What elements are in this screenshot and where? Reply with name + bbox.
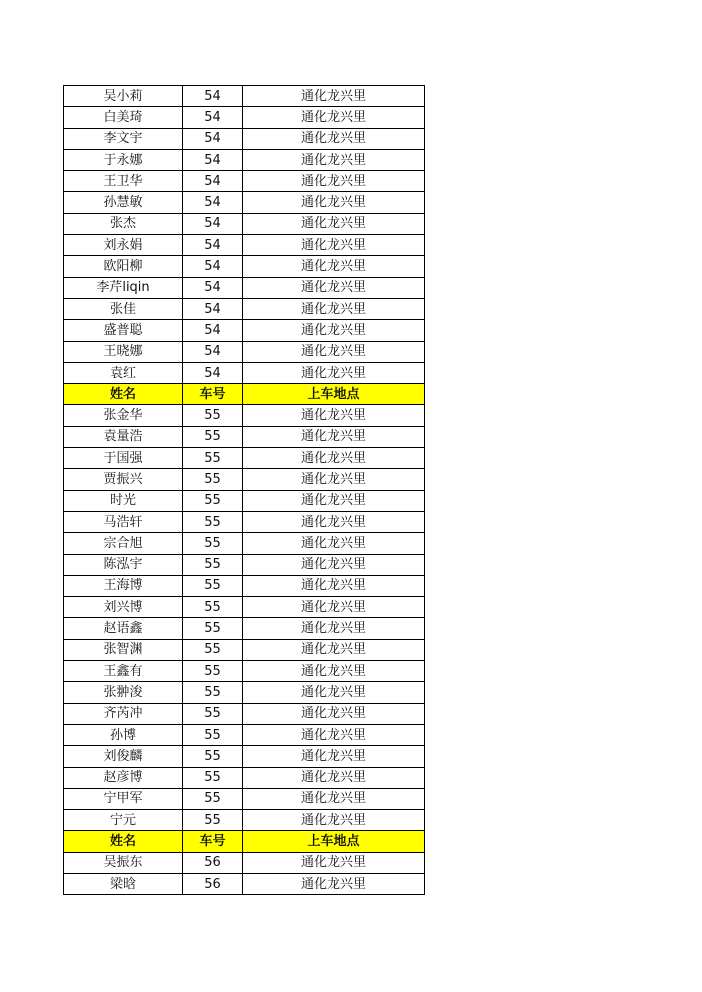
bus-number-cell: 55	[183, 575, 243, 596]
bus-number-cell: 55	[183, 746, 243, 767]
name-cell: 刘兴博	[64, 597, 183, 618]
table-row	[64, 405, 425, 426]
name-header: 姓名	[64, 384, 183, 405]
pickup-location-cell: 通化龙兴里	[243, 810, 425, 831]
pickup-location-cell: 通化龙兴里	[243, 235, 425, 256]
name-cell: 盛普聪	[64, 320, 183, 341]
bus-number-header: 车号	[183, 831, 243, 852]
table-row	[64, 341, 425, 362]
pickup-location-cell: 通化龙兴里	[243, 703, 425, 724]
pickup-location-cell: 通化龙兴里	[243, 171, 425, 192]
bus-number-cell: 54	[183, 256, 243, 277]
table-row	[64, 86, 425, 107]
name-cell: 宗合旭	[64, 533, 183, 554]
bus-number-cell: 54	[183, 298, 243, 319]
bus-number-cell: 55	[183, 661, 243, 682]
pickup-location-cell: 通化龙兴里	[243, 682, 425, 703]
name-cell: 赵语鑫	[64, 618, 183, 639]
bus-number-cell: 54	[183, 362, 243, 383]
bus-number-cell: 56	[183, 852, 243, 873]
bus-number-cell: 55	[183, 511, 243, 532]
bus-number-cell: 54	[183, 213, 243, 234]
pickup-location-cell: 通化龙兴里	[243, 341, 425, 362]
bus-number-cell: 54	[183, 171, 243, 192]
bus-number-cell: 55	[183, 448, 243, 469]
name-cell: 梁晗	[64, 873, 183, 894]
table-row	[64, 639, 425, 660]
name-cell: 李文宇	[64, 128, 183, 149]
name-cell: 张智渊	[64, 639, 183, 660]
name-cell: 赵彦博	[64, 767, 183, 788]
pickup-location-cell: 通化龙兴里	[243, 490, 425, 511]
bus-number-cell: 54	[183, 107, 243, 128]
table-row	[64, 448, 425, 469]
pickup-location-cell: 通化龙兴里	[243, 426, 425, 447]
name-cell: 吴小莉	[64, 86, 183, 107]
table-row	[64, 575, 425, 596]
pickup-location-cell: 通化龙兴里	[243, 277, 425, 298]
bus-number-cell: 54	[183, 235, 243, 256]
table-row	[64, 873, 425, 894]
pickup-location-header: 上车地点	[243, 831, 425, 852]
name-cell: 袁红	[64, 362, 183, 383]
table-row	[64, 852, 425, 873]
name-cell: 吴振东	[64, 852, 183, 873]
bus-number-cell: 55	[183, 469, 243, 490]
name-cell: 欧阳柳	[64, 256, 183, 277]
bus-number-cell: 55	[183, 682, 243, 703]
table-row	[64, 597, 425, 618]
bus-number-cell: 55	[183, 597, 243, 618]
name-cell: 陈泓宇	[64, 554, 183, 575]
pickup-location-cell: 通化龙兴里	[243, 618, 425, 639]
name-cell: 王海博	[64, 575, 183, 596]
table-row	[64, 469, 425, 490]
bus-number-cell: 55	[183, 724, 243, 745]
name-cell: 王鑫有	[64, 661, 183, 682]
table-row	[64, 320, 425, 341]
name-cell: 张杰	[64, 213, 183, 234]
name-cell: 张佳	[64, 298, 183, 319]
pickup-location-cell: 通化龙兴里	[243, 405, 425, 426]
pickup-location-cell: 通化龙兴里	[243, 320, 425, 341]
pickup-location-cell: 通化龙兴里	[243, 597, 425, 618]
bus-number-cell: 55	[183, 618, 243, 639]
table-row	[64, 107, 425, 128]
passenger-table-body	[64, 86, 425, 895]
pickup-location-cell: 通化龙兴里	[243, 661, 425, 682]
table-row	[64, 810, 425, 831]
bus-number-cell: 55	[183, 490, 243, 511]
table-row	[64, 362, 425, 383]
bus-number-cell: 54	[183, 341, 243, 362]
name-cell: 宁甲军	[64, 788, 183, 809]
name-cell: 袁量浩	[64, 426, 183, 447]
name-cell: 张翀浚	[64, 682, 183, 703]
table-row	[64, 533, 425, 554]
pickup-location-cell: 通化龙兴里	[243, 128, 425, 149]
name-cell: 齐芮冲	[64, 703, 183, 724]
bus-number-cell: 55	[183, 703, 243, 724]
name-cell: 马浩轩	[64, 511, 183, 532]
bus-number-cell: 55	[183, 554, 243, 575]
pickup-location-cell: 通化龙兴里	[243, 213, 425, 234]
table-row	[64, 618, 425, 639]
name-cell: 白美琦	[64, 107, 183, 128]
table-row	[64, 703, 425, 724]
bus-number-cell: 54	[183, 149, 243, 170]
table-row	[64, 490, 425, 511]
bus-number-cell: 55	[183, 426, 243, 447]
name-cell: 孙博	[64, 724, 183, 745]
passenger-table	[63, 85, 425, 895]
bus-number-cell: 54	[183, 128, 243, 149]
name-cell: 宁元	[64, 810, 183, 831]
pickup-location-cell: 通化龙兴里	[243, 852, 425, 873]
pickup-location-cell: 通化龙兴里	[243, 788, 425, 809]
pickup-location-cell: 通化龙兴里	[243, 767, 425, 788]
table-row	[64, 511, 425, 532]
table-row	[64, 426, 425, 447]
pickup-location-cell: 通化龙兴里	[243, 107, 425, 128]
table-row	[64, 554, 425, 575]
table-row	[64, 192, 425, 213]
table-row	[64, 256, 425, 277]
name-cell: 张金华	[64, 405, 183, 426]
name-cell: 于国强	[64, 448, 183, 469]
name-cell: 孙慧敏	[64, 192, 183, 213]
name-cell: 于永娜	[64, 149, 183, 170]
bus-number-cell: 55	[183, 810, 243, 831]
pickup-location-header: 上车地点	[243, 384, 425, 405]
table-row	[64, 298, 425, 319]
name-cell: 王卫华	[64, 171, 183, 192]
pickup-location-cell: 通化龙兴里	[243, 149, 425, 170]
table-row	[64, 746, 425, 767]
bus-number-cell: 54	[183, 320, 243, 341]
pickup-location-cell: 通化龙兴里	[243, 873, 425, 894]
bus-number-header: 车号	[183, 384, 243, 405]
pickup-location-cell: 通化龙兴里	[243, 554, 425, 575]
header-row	[64, 384, 425, 405]
table-row	[64, 724, 425, 745]
name-cell: 时光	[64, 490, 183, 511]
pickup-location-cell: 通化龙兴里	[243, 256, 425, 277]
bus-number-cell: 54	[183, 192, 243, 213]
header-row	[64, 831, 425, 852]
pickup-location-cell: 通化龙兴里	[243, 362, 425, 383]
bus-number-cell: 56	[183, 873, 243, 894]
bus-number-cell: 54	[183, 86, 243, 107]
name-cell: 刘俊麟	[64, 746, 183, 767]
table-row	[64, 149, 425, 170]
pickup-location-cell: 通化龙兴里	[243, 639, 425, 660]
table-row	[64, 682, 425, 703]
bus-number-cell: 55	[183, 533, 243, 554]
table-row	[64, 213, 425, 234]
name-cell: 刘永娟	[64, 235, 183, 256]
bus-number-cell: 54	[183, 277, 243, 298]
pickup-location-cell: 通化龙兴里	[243, 724, 425, 745]
table-row	[64, 661, 425, 682]
pickup-location-cell: 通化龙兴里	[243, 533, 425, 554]
name-cell: 贾振兴	[64, 469, 183, 490]
pickup-location-cell: 通化龙兴里	[243, 511, 425, 532]
table-row	[64, 128, 425, 149]
table-row	[64, 235, 425, 256]
bus-number-cell: 55	[183, 767, 243, 788]
bus-number-cell: 55	[183, 639, 243, 660]
pickup-location-cell: 通化龙兴里	[243, 448, 425, 469]
pickup-location-cell: 通化龙兴里	[243, 746, 425, 767]
table-row	[64, 171, 425, 192]
bus-number-cell: 55	[183, 788, 243, 809]
bus-number-cell: 55	[183, 405, 243, 426]
pickup-location-cell: 通化龙兴里	[243, 298, 425, 319]
pickup-location-cell: 通化龙兴里	[243, 192, 425, 213]
table-row	[64, 277, 425, 298]
pickup-location-cell: 通化龙兴里	[243, 469, 425, 490]
pickup-location-cell: 通化龙兴里	[243, 86, 425, 107]
table-row	[64, 788, 425, 809]
name-cell: 王晓娜	[64, 341, 183, 362]
name-header: 姓名	[64, 831, 183, 852]
table-row	[64, 767, 425, 788]
name-cell: 李芹liqin	[64, 277, 183, 298]
pickup-location-cell: 通化龙兴里	[243, 575, 425, 596]
